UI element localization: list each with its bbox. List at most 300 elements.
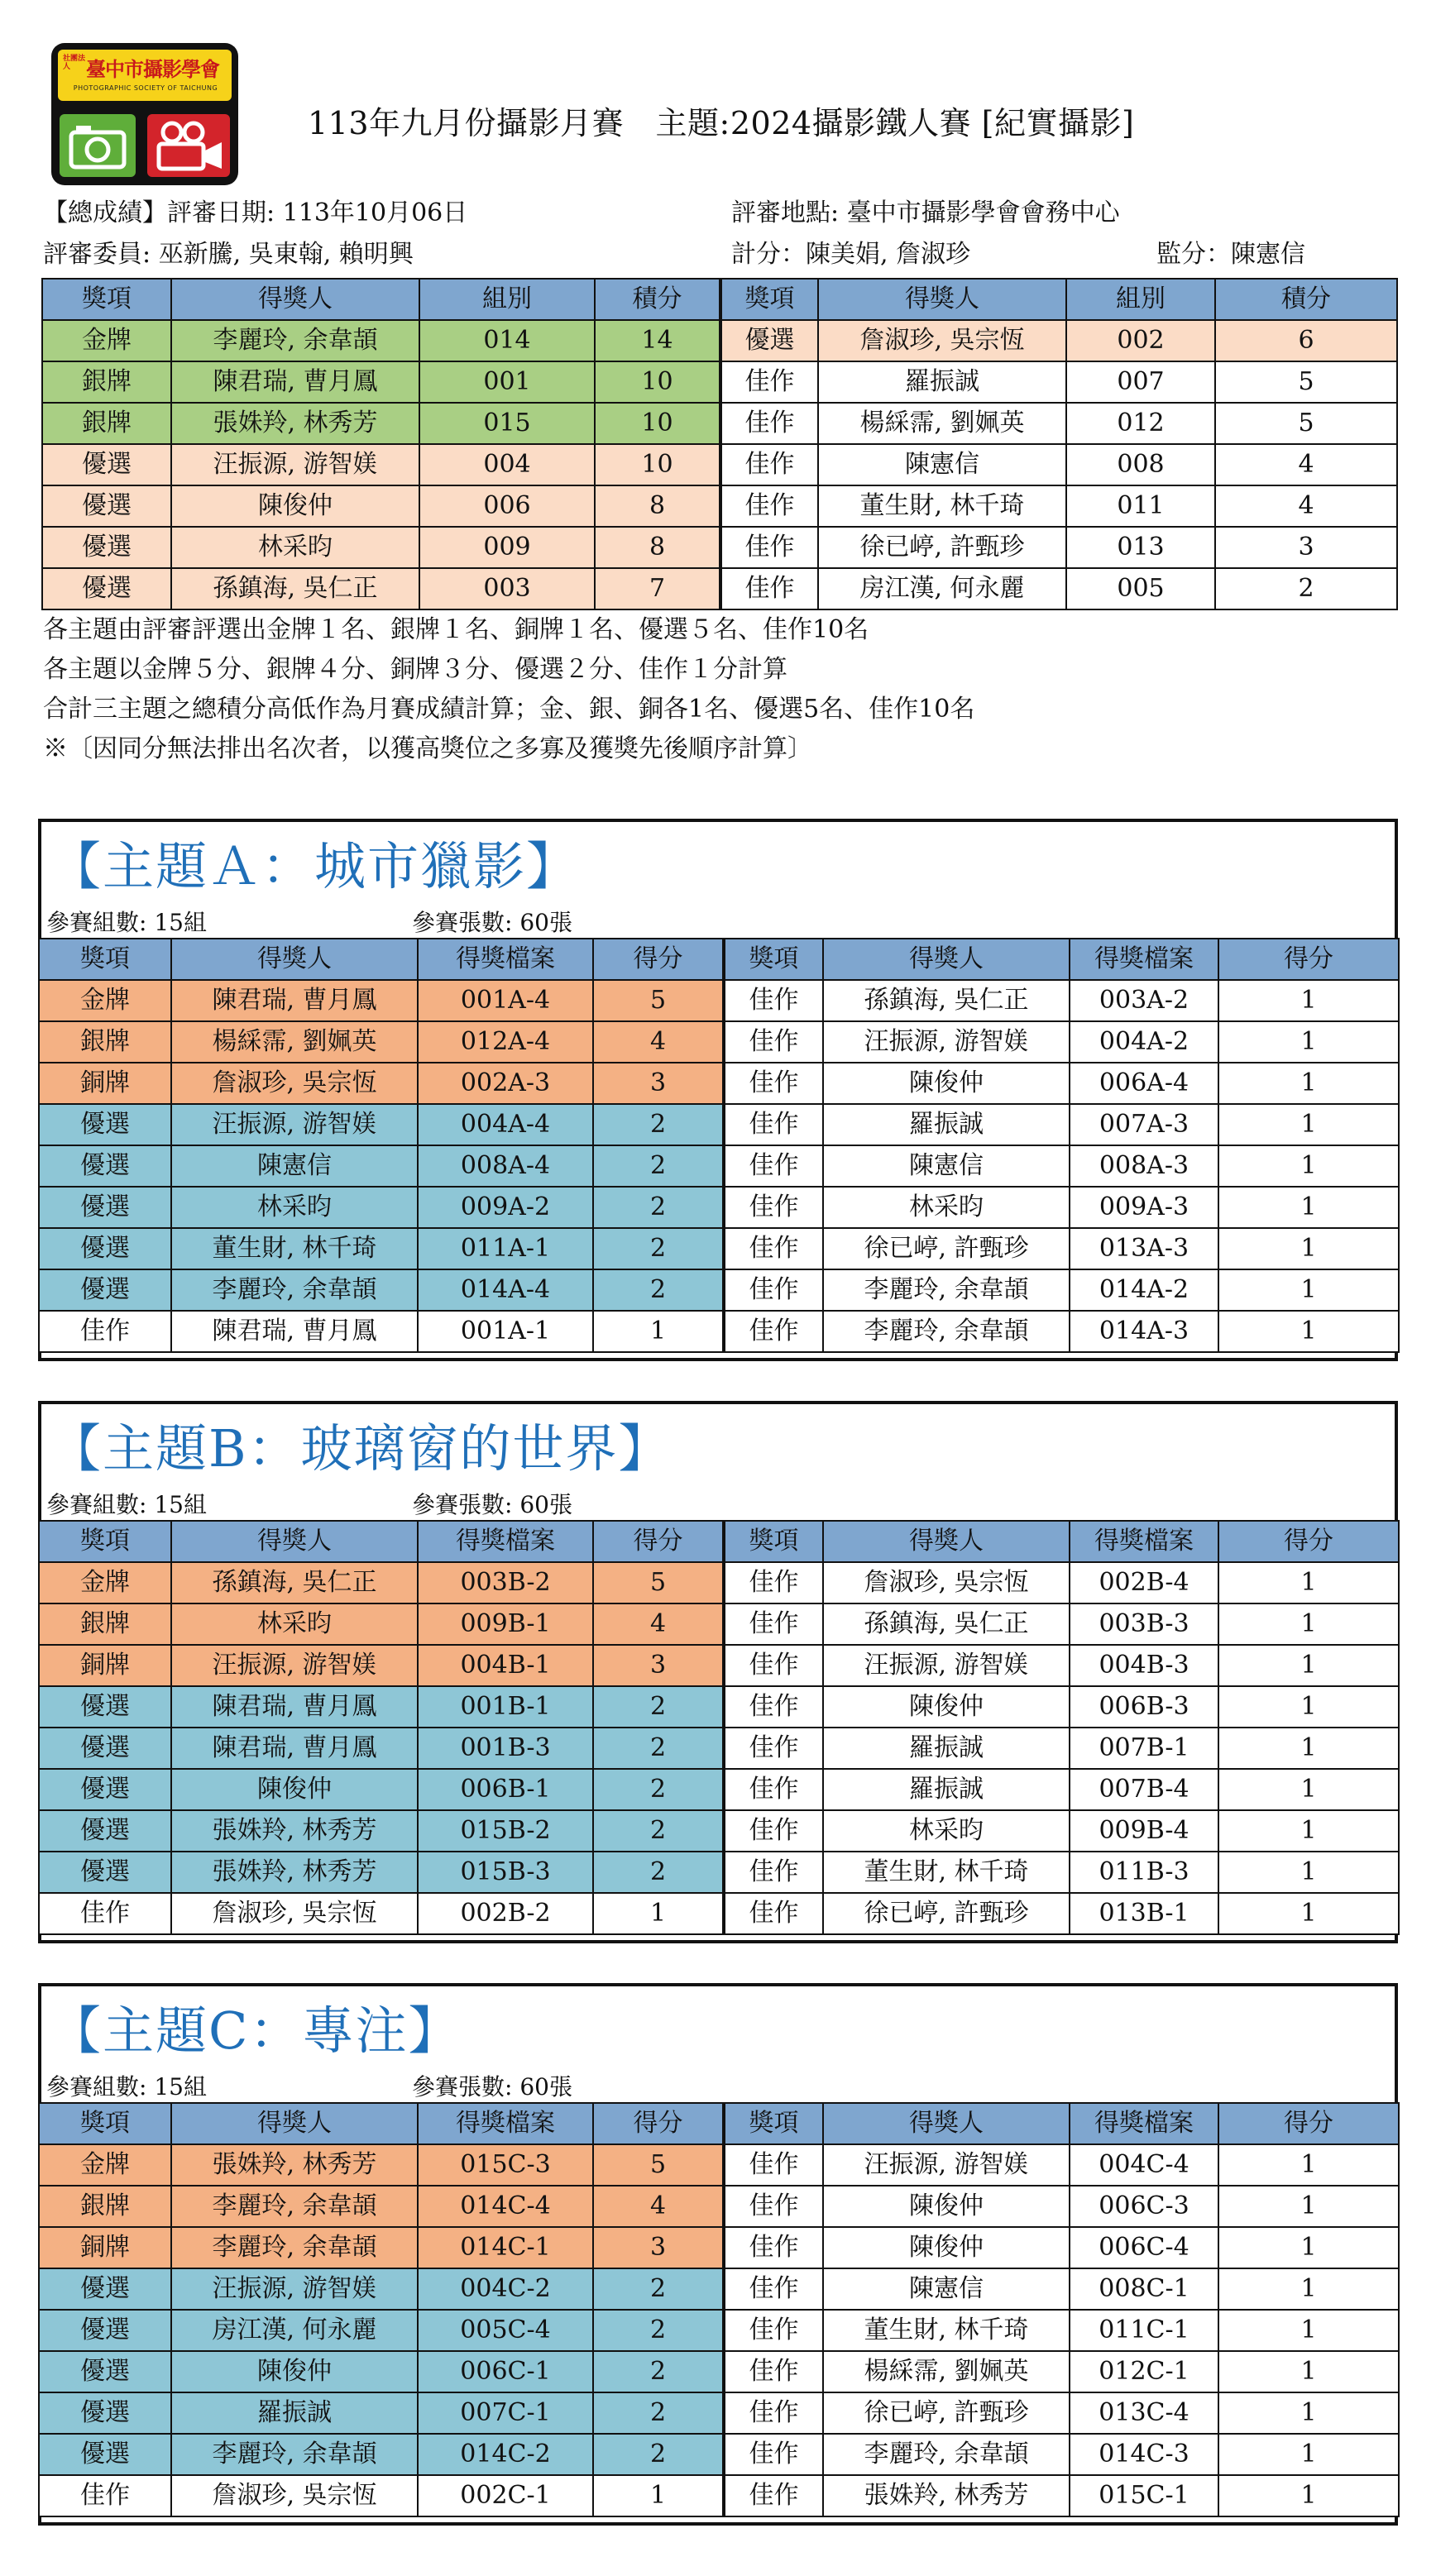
- cell-score: 5: [593, 1562, 724, 1603]
- column-header: 得獎人: [171, 2103, 418, 2144]
- cell-score: 5: [1215, 403, 1397, 444]
- theme-title: 【主題Ａ：城市獵影】: [50, 836, 580, 896]
- cell-name: 陳俊仲: [823, 1686, 1070, 1728]
- cell-score: 1: [1218, 1893, 1399, 1934]
- cell-file: 012C-1: [1070, 2351, 1218, 2392]
- cell-award: 優選: [39, 2434, 171, 2475]
- cell-score: 5: [593, 2144, 724, 2186]
- cell-score: 10: [595, 403, 720, 444]
- cell-group: 009: [419, 527, 595, 568]
- cell-group: 014: [419, 320, 595, 361]
- cell-award: 金牌: [39, 980, 171, 1021]
- cell-file: 014C-2: [418, 2434, 593, 2475]
- cell-award: 優選: [39, 1145, 171, 1187]
- table-row: [39, 2310, 1399, 2351]
- cell-name: 李麗玲, 余韋頡: [171, 320, 419, 361]
- cell-name: 羅振誠: [823, 1769, 1070, 1810]
- table-row: [42, 403, 1397, 444]
- cell-award: 佳作: [724, 1810, 823, 1852]
- table-row: [39, 1686, 1399, 1728]
- cell-group: 013: [1066, 527, 1215, 568]
- cell-file: 002B-2: [418, 1893, 593, 1934]
- cell-name: 徐已嵉, 許甄珍: [818, 527, 1066, 568]
- table-row: [39, 2475, 1399, 2516]
- cell-award: 佳作: [724, 1187, 823, 1228]
- table-row: [39, 1145, 1399, 1187]
- cell-award: 銅牌: [39, 1063, 171, 1104]
- cell-score: 2: [593, 1852, 724, 1893]
- cell-file: 011A-1: [418, 1228, 593, 1269]
- column-header: 獎項: [39, 2103, 171, 2144]
- cell-file: 012A-4: [418, 1021, 593, 1063]
- theme-group-count: 參賽組數: 15組: [46, 2073, 207, 2100]
- table-row: [39, 2227, 1399, 2268]
- cell-name: 汪振源, 游智媄: [823, 1021, 1070, 1063]
- cell-name: 房江漢, 何永麗: [818, 568, 1066, 609]
- cell-award: 優選: [39, 1686, 171, 1728]
- cell-award: 佳作: [724, 1562, 823, 1603]
- cell-name: 林采昀: [823, 1187, 1070, 1228]
- cell-score: 1: [1218, 1063, 1399, 1104]
- column-header: 獎項: [39, 1521, 171, 1562]
- cell-file: 005C-4: [418, 2310, 593, 2351]
- cell-group: 003: [419, 568, 595, 609]
- cell-group: 011: [1066, 485, 1215, 527]
- column-header: 得獎人: [823, 939, 1070, 980]
- video-camera-icon: [147, 114, 230, 177]
- cell-file: 015C-3: [418, 2144, 593, 2186]
- cell-score: 2: [593, 2268, 724, 2310]
- column-header: 得獎人: [823, 2103, 1070, 2144]
- cell-award: 優選: [39, 2268, 171, 2310]
- cell-score: 5: [593, 980, 724, 1021]
- logo-society-name: 臺中市攝影學會: [86, 58, 219, 81]
- camera-icon: [60, 114, 136, 177]
- cell-file: 014C-4: [418, 2186, 593, 2227]
- cell-file: 014C-1: [418, 2227, 593, 2268]
- table-row: [39, 1645, 1399, 1686]
- cell-name: 楊綵霈, 劉姵英: [818, 403, 1066, 444]
- cell-award: 優選: [39, 1769, 171, 1810]
- cell-group: 004: [419, 444, 595, 485]
- column-header: 得獎檔案: [1070, 939, 1218, 980]
- cell-name: 羅振誠: [818, 361, 1066, 403]
- table-row: [39, 1769, 1399, 1810]
- cell-score: 4: [1215, 485, 1397, 527]
- cell-score: 2: [593, 1686, 724, 1728]
- cell-name: 李麗玲, 余韋頡: [823, 1269, 1070, 1311]
- column-header: 得獎人: [171, 279, 419, 320]
- table-row: [39, 1728, 1399, 1769]
- cell-file: 011C-1: [1070, 2310, 1218, 2351]
- column-header: 獎項: [39, 939, 171, 980]
- table-row: [39, 1228, 1399, 1269]
- cell-award: 銀牌: [39, 1021, 171, 1063]
- cell-name: 孫鎮海, 吳仁正: [171, 568, 419, 609]
- table-row: [39, 1269, 1399, 1311]
- cell-award: 優選: [42, 444, 171, 485]
- cell-score: 2: [593, 1104, 724, 1145]
- cell-name: 張姝羚, 林秀芳: [823, 2475, 1070, 2516]
- cell-score: 1: [1218, 1145, 1399, 1187]
- cell-name: 張姝羚, 林秀芳: [171, 1810, 418, 1852]
- cell-score: 10: [595, 361, 720, 403]
- cell-name: 李麗玲, 余韋頡: [823, 2434, 1070, 2475]
- theme-photo-count: 參賽張數: 60張: [412, 1491, 572, 1518]
- column-header: 積分: [1215, 279, 1397, 320]
- cell-name: 陳俊仲: [823, 1063, 1070, 1104]
- page-title: 113年九月份攝影月賽 主題:2024攝影鐵人賽 [紀實攝影]: [308, 105, 1135, 141]
- cell-score: 1: [1218, 2227, 1399, 2268]
- rule-note: 合計三主題之總積分高低作為月賽成績計算；金、銀、銅各1名、優選5名、佳作10名: [43, 695, 975, 724]
- cell-score: 1: [1218, 2310, 1399, 2351]
- cell-name: 汪振源, 游智媄: [823, 1645, 1070, 1686]
- table-row: [42, 361, 1397, 403]
- cell-name: 汪振源, 游智媄: [171, 444, 419, 485]
- cell-score: 1: [1218, 1810, 1399, 1852]
- cell-award: 銀牌: [39, 1603, 171, 1645]
- cell-file: 007C-1: [418, 2392, 593, 2434]
- cell-name: 孫鎮海, 吳仁正: [823, 980, 1070, 1021]
- cell-score: 2: [593, 1145, 724, 1187]
- cell-file: 013B-1: [1070, 1893, 1218, 1934]
- cell-score: 4: [593, 2186, 724, 2227]
- cell-file: 006C-4: [1070, 2227, 1218, 2268]
- cell-name: 張姝羚, 林秀芳: [171, 1852, 418, 1893]
- table-row: [39, 1187, 1399, 1228]
- cell-name: 林采昀: [823, 1810, 1070, 1852]
- column-header: 獎項: [720, 279, 818, 320]
- cell-score: 1: [1218, 1769, 1399, 1810]
- table-row: [39, 2186, 1399, 2227]
- cell-award: 佳作: [724, 980, 823, 1021]
- table-row: [39, 980, 1399, 1021]
- column-header: 得獎人: [171, 939, 418, 980]
- cell-file: 004A-4: [418, 1104, 593, 1145]
- cell-name: 楊綵霈, 劉姵英: [171, 1021, 418, 1063]
- cell-file: 014C-3: [1070, 2434, 1218, 2475]
- cell-name: 陳憲信: [818, 444, 1066, 485]
- cell-file: 006C-1: [418, 2351, 593, 2392]
- cell-file: 001B-3: [418, 1728, 593, 1769]
- cell-name: 陳俊仲: [823, 2227, 1070, 2268]
- cell-score: 2: [593, 2310, 724, 2351]
- cell-score: 1: [1218, 2268, 1399, 2310]
- cell-score: 3: [593, 2227, 724, 2268]
- cell-score: 1: [593, 2475, 724, 2516]
- cell-file: 004B-1: [418, 1645, 593, 1686]
- cell-group: 002: [1066, 320, 1215, 361]
- cell-award: 金牌: [39, 1562, 171, 1603]
- cell-score: 2: [593, 2392, 724, 2434]
- cell-score: 2: [593, 1769, 724, 1810]
- judges: 評審委員: 巫新騰, 吳東翰, 賴明興: [43, 240, 414, 269]
- cell-name: 孫鎮海, 吳仁正: [171, 1562, 418, 1603]
- society-logo: [51, 43, 238, 185]
- cell-award: 佳作: [724, 1686, 823, 1728]
- column-header: 得獎檔案: [1070, 2103, 1218, 2144]
- column-header: 得獎檔案: [418, 1521, 593, 1562]
- cell-name: 陳俊仲: [171, 1769, 418, 1810]
- cell-award: 優選: [42, 568, 171, 609]
- table-row: [39, 1603, 1399, 1645]
- cell-award: 佳作: [724, 1021, 823, 1063]
- column-header: 得分: [1218, 939, 1399, 980]
- cell-score: 1: [1218, 2475, 1399, 2516]
- cell-award: 優選: [39, 1810, 171, 1852]
- cell-file: 003B-2: [418, 1562, 593, 1603]
- cell-award: 佳作: [724, 1269, 823, 1311]
- table-row: [39, 2392, 1399, 2434]
- theme-a-table: [38, 938, 1400, 1353]
- cell-name: 詹淑珍, 吳宗恆: [171, 1893, 418, 1934]
- cell-file: 015B-2: [418, 1810, 593, 1852]
- cell-group: 006: [419, 485, 595, 527]
- cell-file: 006B-3: [1070, 1686, 1218, 1728]
- column-header: 得分: [1218, 2103, 1399, 2144]
- table-row: [39, 1893, 1399, 1934]
- cell-award: 佳作: [724, 1728, 823, 1769]
- column-header: 得獎檔案: [418, 2103, 593, 2144]
- column-header: 獎項: [724, 939, 823, 980]
- column-header: 組別: [419, 279, 595, 320]
- judging-date: 【總成績】評審日期: 113年10月06日: [43, 198, 468, 227]
- rule-note: ※〔因同分無法排出名次者，以獲高獎位之多寡及獲獎先後順序計算〕: [43, 734, 812, 763]
- cell-file: 011B-3: [1070, 1852, 1218, 1893]
- cell-award: 佳作: [724, 2475, 823, 2516]
- logo-small-text: 社團法人: [63, 55, 86, 71]
- cell-award: 銀牌: [42, 403, 171, 444]
- cell-award: 優選: [39, 2310, 171, 2351]
- cell-award: 佳作: [724, 2392, 823, 2434]
- table-row: [42, 444, 1397, 485]
- cell-score: 4: [1215, 444, 1397, 485]
- cell-file: 007A-3: [1070, 1104, 1218, 1145]
- cell-award: 優選: [39, 2351, 171, 2392]
- cell-award: 佳作: [724, 2310, 823, 2351]
- theme-group-count: 參賽組數: 15組: [46, 909, 207, 936]
- cell-score: 4: [593, 1603, 724, 1645]
- cell-file: 013A-3: [1070, 1228, 1218, 1269]
- cell-name: 陳憲信: [171, 1145, 418, 1187]
- logo-banner: [58, 50, 232, 101]
- cell-file: 014A-2: [1070, 1269, 1218, 1311]
- cell-award: 佳作: [724, 1063, 823, 1104]
- column-header: 組別: [1066, 279, 1215, 320]
- cell-score: 10: [595, 444, 720, 485]
- table-row: [39, 1311, 1399, 1352]
- cell-name: 羅振誠: [823, 1728, 1070, 1769]
- column-header: 積分: [595, 279, 720, 320]
- cell-score: 1: [593, 1893, 724, 1934]
- cell-name: 陳憲信: [823, 1145, 1070, 1187]
- column-header: 得獎人: [171, 1521, 418, 1562]
- theme-a-section: [38, 819, 1398, 1361]
- theme-b-table: [38, 1520, 1400, 1935]
- cell-award: 佳作: [724, 1311, 823, 1352]
- cell-score: 6: [1215, 320, 1397, 361]
- cell-file: 001A-4: [418, 980, 593, 1021]
- cell-name: 詹淑珍, 吳宗恆: [171, 2475, 418, 2516]
- cell-name: 陳君瑞, 曹月鳳: [171, 1728, 418, 1769]
- cell-file: 004C-4: [1070, 2144, 1218, 2186]
- table-row: [42, 485, 1397, 527]
- table-row: [39, 2268, 1399, 2310]
- cell-name: 林采昀: [171, 1187, 418, 1228]
- cell-award: 佳作: [720, 485, 818, 527]
- cell-file: 009B-1: [418, 1603, 593, 1645]
- cell-award: 佳作: [720, 444, 818, 485]
- cell-score: 1: [1218, 1728, 1399, 1769]
- cell-award: 銅牌: [39, 1645, 171, 1686]
- rule-note: 各主題以金牌５分、銀牌４分、銅牌３分、優選２分、佳作１分計算: [43, 655, 787, 684]
- summary-table: [41, 278, 1398, 610]
- cell-file: 009A-2: [418, 1187, 593, 1228]
- cell-name: 汪振源, 游智媄: [823, 2144, 1070, 2186]
- column-header: 獎項: [42, 279, 171, 320]
- cell-name: 詹淑珍, 吳宗恆: [823, 1562, 1070, 1603]
- column-header: 得分: [1218, 1521, 1399, 1562]
- cell-award: 優選: [39, 1104, 171, 1145]
- cell-name: 楊綵霈, 劉姵英: [823, 2351, 1070, 2392]
- cell-name: 李麗玲, 余韋頡: [171, 2434, 418, 2475]
- cell-score: 1: [1218, 980, 1399, 1021]
- cell-file: 004B-3: [1070, 1645, 1218, 1686]
- cell-score: 1: [1218, 1603, 1399, 1645]
- cell-file: 001B-1: [418, 1686, 593, 1728]
- cell-group: 008: [1066, 444, 1215, 485]
- cell-award: 金牌: [39, 2144, 171, 2186]
- cell-award: 佳作: [720, 568, 818, 609]
- cell-name: 李麗玲, 余韋頡: [171, 1269, 418, 1311]
- cell-award: 佳作: [724, 2351, 823, 2392]
- table-row: [39, 1104, 1399, 1145]
- cell-file: 004C-2: [418, 2268, 593, 2310]
- column-header: 得獎人: [823, 1521, 1070, 1562]
- column-header: 得獎人: [818, 279, 1066, 320]
- cell-score: 2: [593, 1728, 724, 1769]
- table-row: [39, 1063, 1399, 1104]
- column-header: 得分: [593, 2103, 724, 2144]
- cell-award: 佳作: [724, 2227, 823, 2268]
- cell-award: 優選: [39, 1187, 171, 1228]
- theme-b-section: [38, 1401, 1398, 1943]
- cell-score: 5: [1215, 361, 1397, 403]
- cell-name: 董生財, 林千琦: [171, 1228, 418, 1269]
- theme-header-row: [39, 1521, 1399, 1562]
- cell-name: 徐已嵉, 許甄珍: [823, 2392, 1070, 2434]
- cell-file: 002C-1: [418, 2475, 593, 2516]
- cell-award: 佳作: [724, 2186, 823, 2227]
- cell-award: 佳作: [39, 1893, 171, 1934]
- cell-group: 007: [1066, 361, 1215, 403]
- cell-file: 001A-1: [418, 1311, 593, 1352]
- cell-name: 陳俊仲: [171, 2351, 418, 2392]
- cell-name: 董生財, 林千琦: [818, 485, 1066, 527]
- column-header: 獎項: [724, 1521, 823, 1562]
- cell-group: 005: [1066, 568, 1215, 609]
- judging-location: 評審地點: 臺中市攝影學會會務中心: [731, 198, 1120, 227]
- theme-title: 【主題B：玻璃窗的世界】: [50, 1418, 672, 1479]
- cell-name: 陳君瑞, 曹月鳳: [171, 980, 418, 1021]
- cell-score: 8: [595, 527, 720, 568]
- cell-score: 2: [593, 2434, 724, 2475]
- cell-score: 2: [1215, 568, 1397, 609]
- table-row: [39, 2351, 1399, 2392]
- cell-group: 012: [1066, 403, 1215, 444]
- cell-name: 陳俊仲: [171, 485, 419, 527]
- cell-file: 008C-1: [1070, 2268, 1218, 2310]
- table-row: [39, 1562, 1399, 1603]
- logo-english-name: PHOTOGRAPHIC SOCIETY OF TAICHUNG: [73, 84, 218, 92]
- cell-award: 佳作: [724, 1893, 823, 1934]
- cell-award: 銅牌: [39, 2227, 171, 2268]
- cell-award: 銀牌: [39, 2186, 171, 2227]
- theme-header-row: [39, 2103, 1399, 2144]
- cell-score: 14: [595, 320, 720, 361]
- cell-award: 銀牌: [42, 361, 171, 403]
- cell-award: 優選: [720, 320, 818, 361]
- cell-name: 房江漢, 何永麗: [171, 2310, 418, 2351]
- cell-award: 佳作: [724, 2268, 823, 2310]
- cell-file: 007B-4: [1070, 1769, 1218, 1810]
- cell-file: 015C-1: [1070, 2475, 1218, 2516]
- theme-c-table: [38, 2102, 1400, 2517]
- table-row: [42, 568, 1397, 609]
- cell-award: 金牌: [42, 320, 171, 361]
- cell-name: 林采昀: [171, 1603, 418, 1645]
- cell-score: 3: [593, 1645, 724, 1686]
- cell-award: 佳作: [724, 1145, 823, 1187]
- cell-score: 8: [595, 485, 720, 527]
- cell-score: 1: [1218, 2434, 1399, 2475]
- theme-group-count: 參賽組數: 15組: [46, 1491, 207, 1518]
- table-row: [39, 2144, 1399, 2186]
- column-header: 得獎檔案: [418, 939, 593, 980]
- cell-award: 佳作: [724, 1645, 823, 1686]
- cell-score: 1: [1218, 1686, 1399, 1728]
- cell-award: 佳作: [724, 2434, 823, 2475]
- cell-file: 002B-4: [1070, 1562, 1218, 1603]
- cell-name: 孫鎮海, 吳仁正: [823, 1603, 1070, 1645]
- cell-file: 006B-1: [418, 1769, 593, 1810]
- cell-score: 7: [595, 568, 720, 609]
- cell-score: 3: [1215, 527, 1397, 568]
- cell-score: 1: [1218, 1269, 1399, 1311]
- cell-file: 013C-4: [1070, 2392, 1218, 2434]
- cell-score: 2: [593, 1269, 724, 1311]
- cell-name: 張姝羚, 林秀芳: [171, 2144, 418, 2186]
- cell-score: 1: [1218, 1104, 1399, 1145]
- cell-name: 陳君瑞, 曹月鳳: [171, 1311, 418, 1352]
- cell-file: 015B-3: [418, 1852, 593, 1893]
- cell-score: 1: [1218, 1228, 1399, 1269]
- cell-file: 002A-3: [418, 1063, 593, 1104]
- table-row: [39, 2434, 1399, 2475]
- column-header: 得分: [593, 939, 724, 980]
- cell-award: 佳作: [724, 1852, 823, 1893]
- cell-score: 1: [1218, 1311, 1399, 1352]
- cell-file: 014A-3: [1070, 1311, 1218, 1352]
- cell-award: 佳作: [724, 1228, 823, 1269]
- cell-score: 4: [593, 1021, 724, 1063]
- cell-award: 佳作: [39, 2475, 171, 2516]
- cell-award: 佳作: [724, 1104, 823, 1145]
- cell-award: 優選: [39, 1228, 171, 1269]
- column-header: 獎項: [724, 2103, 823, 2144]
- table-row: [42, 320, 1397, 361]
- cell-file: 008A-4: [418, 1145, 593, 1187]
